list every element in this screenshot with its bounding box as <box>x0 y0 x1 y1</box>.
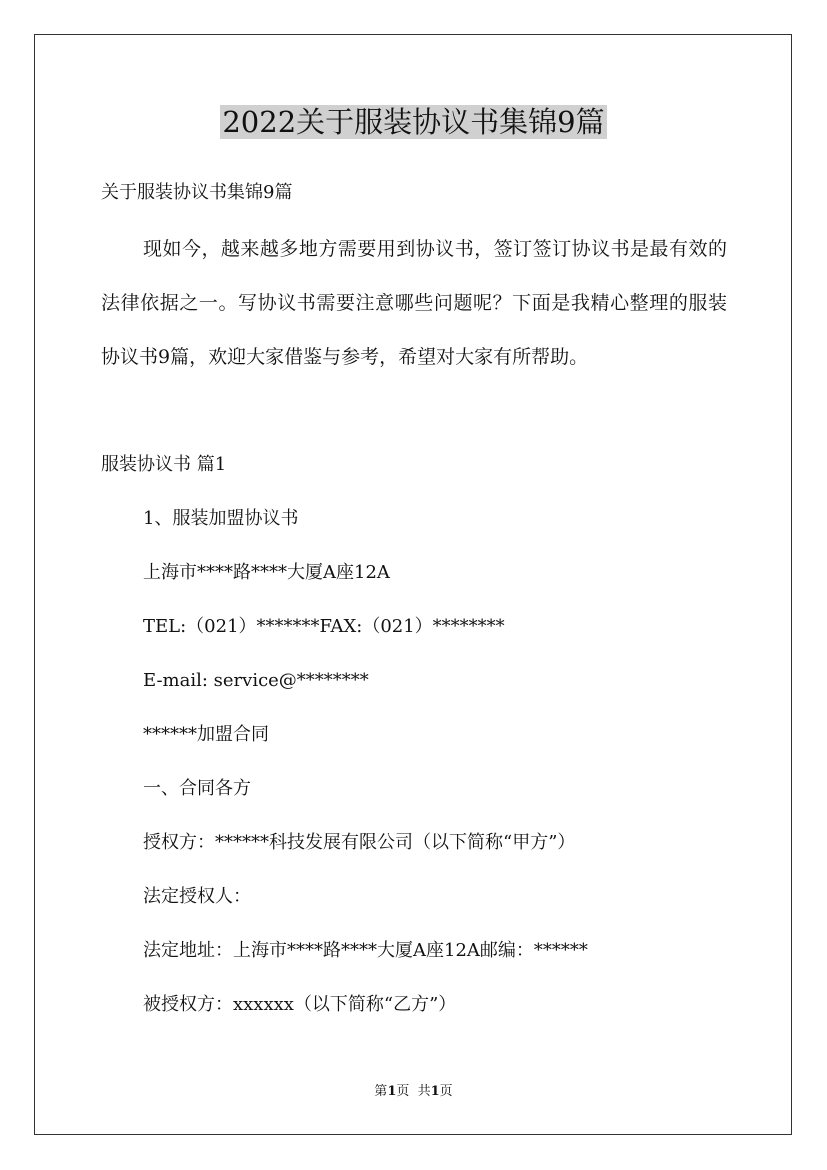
body-line: 一、合同各方 <box>143 778 251 799</box>
document-title-text: 2022关于服装协议书集锦9篇 <box>222 105 605 139</box>
footer-total-pages: 1 <box>430 1084 440 1099</box>
body-line: E-mail: service@******** <box>143 670 369 691</box>
footer-prefix: 第 <box>374 1084 388 1099</box>
section-heading: 服装协议书 篇1 <box>101 454 227 475</box>
body-line: 上海市****路****大厦A座12A <box>143 562 390 583</box>
body-line: TEL:（021）*******FAX:（021）******** <box>143 616 505 637</box>
body-line: 法定地址：上海市****路****大厦A座12A邮编：****** <box>143 940 588 961</box>
document-title <box>0 100 827 144</box>
footer-mid: 页 共 <box>396 1084 431 1099</box>
footer-suffix: 页 <box>439 1084 453 1099</box>
body-line: 1、服装加盟协议书 <box>143 508 299 529</box>
body-line: ******加盟合同 <box>143 724 269 745</box>
page-footer <box>0 1083 827 1101</box>
intro-paragraph: 现如今，越来越多地方需要用到协议书，签订签订协议书是最有效的法律依据之一。写协议书需要注意哪些问题呢？下面是我精心整理的服装协议书9篇，欢迎大家借鉴与参考，希望对大家有所帮助。 <box>101 238 727 368</box>
document-subtitle: 关于服装协议书集锦9篇 <box>101 182 293 203</box>
footer-page-number: 1 <box>387 1084 397 1099</box>
body-line: 授权方：******科技发展有限公司（以下简称“甲方”） <box>143 832 576 853</box>
body-line: 被授权方：xxxxxx（以下简称“乙方”） <box>143 994 457 1015</box>
body-line: 法定授权人： <box>143 886 251 907</box>
